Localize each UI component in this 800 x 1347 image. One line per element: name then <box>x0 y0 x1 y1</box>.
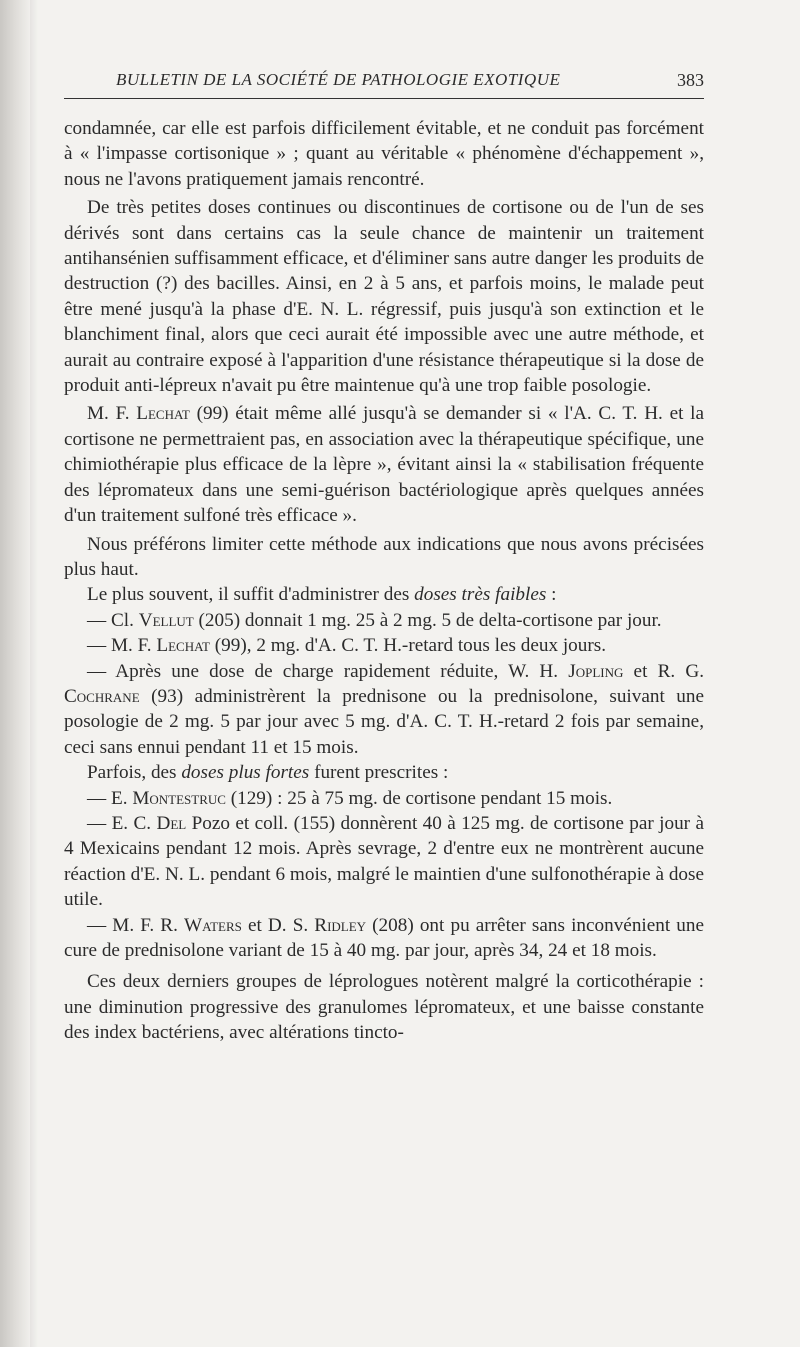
paragraph-text: condamnée, car elle est parfois difficilement évitable, et ne conduit pas forcément à « l'impasse cortisonique » ; quant au véritable « phénomène d'échappement », nous ne l'avons pratiquement jamais rencontré. <box>64 118 704 190</box>
paragraph-middle: et D. S. <box>241 914 315 936</box>
paragraph-text: Le plus souvent, il suffit d'administrer des <box>87 584 415 606</box>
paragraph-text: Parfois, des <box>87 762 182 784</box>
paragraph <box>64 401 704 528</box>
paragraph-text: De très petites doses continues ou discontinues de cortisone ou de l'un de ses dérivés sont dans certains cas la seule chance de maintenir un traitement antihansénien suffisamment efficace, et d'éliminer sans autre danger les produits de destruction (?) des bacilles. Ainsi, en 2 à 5 ans, et parfois moins, le malade peut être mené jusqu'à la phase d'E. N. L. régressif, puis jusqu'à son extinction et le blanchiment final, alors que ceci aurait été impossible avec une autre méthode, et aurait au contraire exposé à l'apparition d'une résistance thérapeutique si la dose de produit anti-lépreux n'avait pu être maintenue qu'à une trop faible posologie. <box>64 197 704 397</box>
paragraph <box>64 195 704 398</box>
list-item <box>64 913 704 964</box>
author-name: Waters <box>184 914 242 936</box>
paragraph <box>64 760 704 785</box>
paragraph-text: (99) était même allé jusqu'à se demander si « l'A. C. T. H. et la cortisone ne permettraient pas, en association avec la thérapeutique spécifique, une chimiothérapie plus efficace de la lèpre », évitant ainsi la « stabilisation fréquente des lépromateux dans une semi-guérison bactériologique après quelques années d'un traitement sulfoné très efficace ». <box>64 403 704 527</box>
author-name: Lechat <box>136 403 190 425</box>
list-item <box>64 786 704 811</box>
paragraph-prefix: M. F. <box>87 403 137 425</box>
list-prefix: — M. F. R. <box>87 914 185 936</box>
author-name: Ridley <box>314 914 367 936</box>
running-title: BULLETIN DE LA SOCIÉTÉ DE PATHOLOGIE EXOTIQUE <box>116 70 561 89</box>
emphasis-text: doses plus fortes <box>181 762 310 784</box>
paragraph-suffix: furent prescrites : <box>309 762 449 784</box>
running-header <box>64 62 704 99</box>
document-page <box>64 62 704 1044</box>
author-name: Lechat <box>156 635 210 657</box>
paragraph-text: (208) ont pu arrêter sans inconvénient une cure de prednisolone variant de 15 à 40 mg. par jour, après 34, 24 et 18 mois. <box>64 914 704 961</box>
paragraph-suffix: : <box>546 584 557 606</box>
paragraph-text: Nous préférons limiter cette méthode aux indications que nous avons précisées plus haut. <box>64 533 704 580</box>
body-text <box>64 116 704 1046</box>
list-item <box>64 633 704 658</box>
paragraph-continuation <box>64 116 704 192</box>
list-item <box>64 811 704 913</box>
author-name: Jopling <box>568 660 624 682</box>
author-name: Montestruc <box>132 787 226 809</box>
paragraph-text: (205) donnait 1 mg. 25 à 2 mg. 5 de delta-cortisone par jour. <box>193 609 662 631</box>
page-number: 383 <box>677 70 704 90</box>
author-name: Del <box>156 812 187 834</box>
author-name: Cochrane <box>64 685 140 707</box>
list-prefix: — Après une dose de charge rapidement réduite, W. H. <box>87 660 569 682</box>
list-prefix: — M. F. <box>87 635 157 657</box>
paragraph <box>64 582 704 607</box>
emphasis-text: doses très faibles <box>414 584 547 606</box>
page-binding-edge <box>0 0 30 1347</box>
list-prefix: — E. C. <box>87 812 157 834</box>
list-prefix: — Cl. <box>87 609 139 631</box>
list-item <box>64 608 704 633</box>
paragraph <box>64 969 704 1045</box>
paragraph-text: Pozo et coll. (155) donnèrent 40 à 125 mg. de cortisone par jour à 4 Mexicains pendant 12 mois. Après sevrage, 2 d'entre eux ne montrèrent aucune réaction d'E. N. L. pendant 6 mois, malgré le maintien d'une sulfonothérapie à dose utile. <box>64 812 704 911</box>
paragraph-middle: et R. G. <box>623 660 704 682</box>
paragraph <box>64 532 704 583</box>
list-prefix: — E. <box>87 787 133 809</box>
list-item <box>64 659 704 761</box>
binding-shadow <box>30 0 38 1347</box>
paragraph-text: Ces deux derniers groupes de léprologues notèrent malgré la corticothérapie : une diminution progressive des granulomes lépromateux, et une baisse constante des index bactériens, avec altérations tincto- <box>64 971 704 1044</box>
paragraph-text: (129) : 25 à 75 mg. de cortisone pendant 15 mois. <box>225 787 613 809</box>
author-name: Vellut <box>138 609 194 631</box>
paragraph-text: (99), 2 mg. d'A. C. T. H.-retard tous les deux jours. <box>209 635 607 657</box>
paragraph-text: (93) administrèrent la prednisone ou la prednisolone, suivant une posologie de 2 mg. 5 par jour avec 5 mg. d'A. C. T. H.-retard 2 fois par semaine, ceci sans ennui pendant 11 et 15 mois. <box>64 685 704 758</box>
